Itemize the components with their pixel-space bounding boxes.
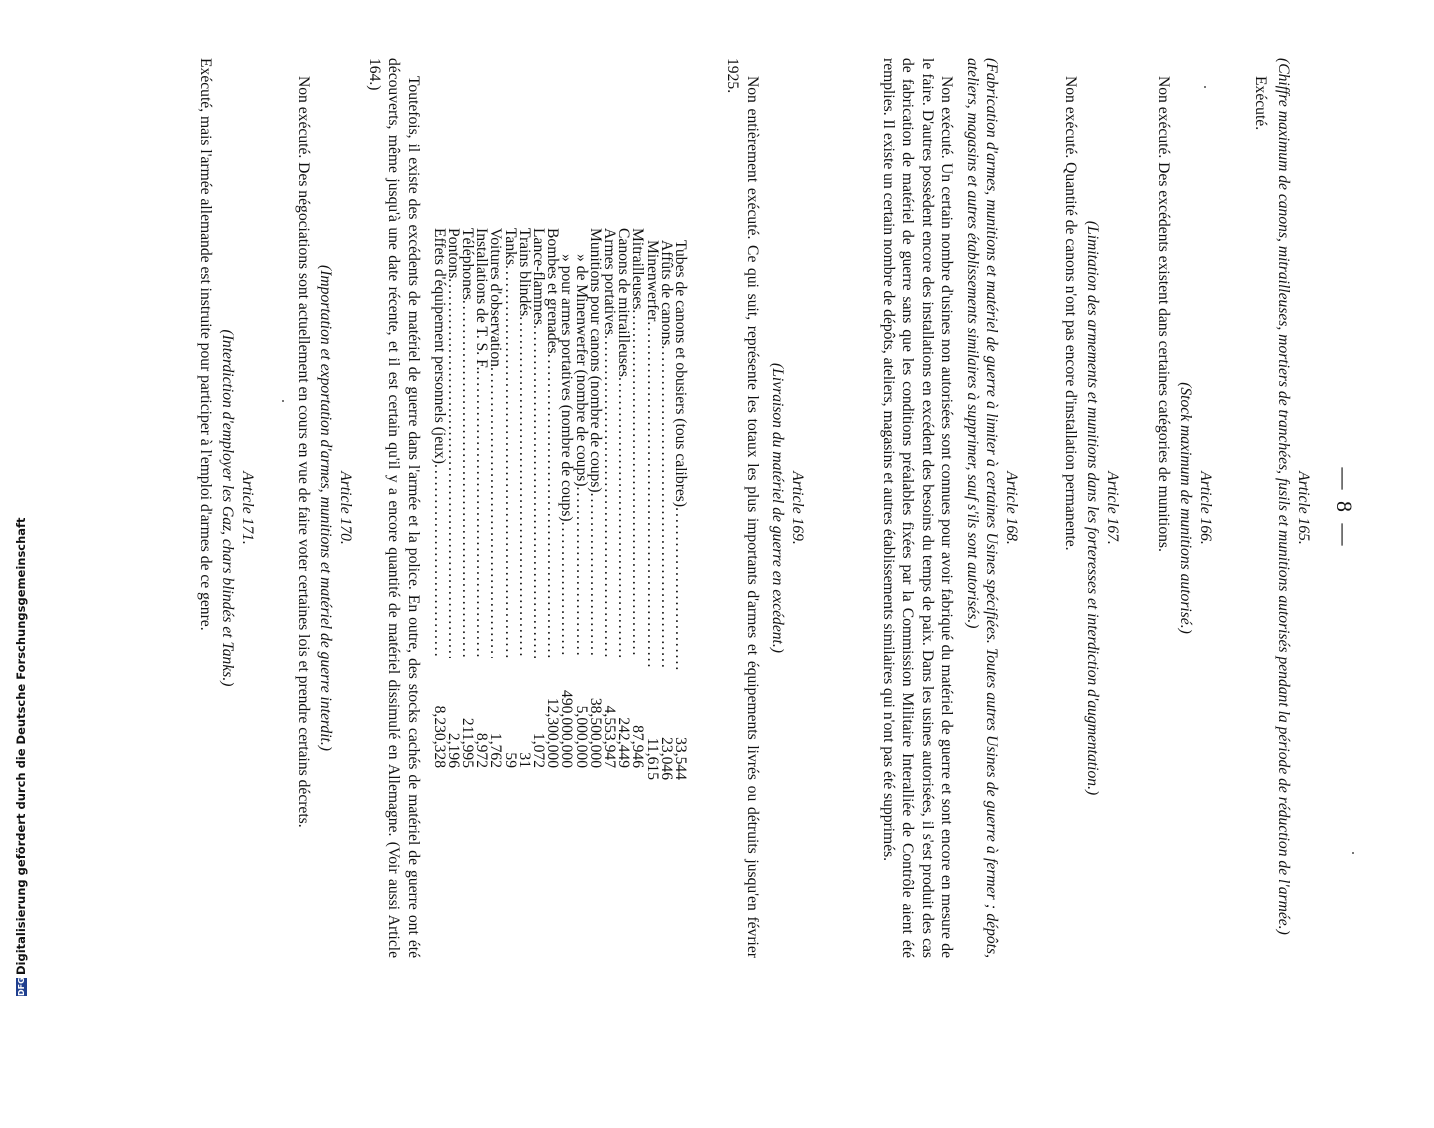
table-row-label: » pour armes portatives (nombre de coups) [558, 254, 576, 522]
table-row [446, 228, 460, 768]
table-row [558, 228, 576, 768]
article-165-text: Exécuté. [1252, 76, 1269, 131]
table-row [487, 228, 505, 768]
table-row-label: Effets d'équipement personnels (jeux) [430, 228, 448, 464]
table-row-value: 1,072 [529, 732, 547, 768]
table-row-label: » de Minenwerfer (nombre de coups) [572, 254, 590, 487]
table-row-label: Munitions pour canons (nombre de coups) [586, 228, 604, 493]
table-row [517, 228, 531, 768]
table-row-label: Installations de T. S. F. [473, 228, 491, 371]
article-167-text: Non exécuté. Quantité de canons n'ont pas encore d'installation permanente. [1062, 76, 1079, 551]
table-row-value: 4,553,947 [600, 705, 618, 768]
table-row [659, 240, 673, 780]
table-row-label: Canons de mitrailleuses [615, 228, 633, 377]
document-page [175, 58, 1375, 958]
table-row-label: Tubes de canons et obusiers (tous calibres) [672, 240, 689, 508]
article-168-text: Non exécuté. Un certain nombre d'usines non autorisées sont connues pour avoir fabriqué du matériel de guerre et sont encore en mesure de le faire. D'autres possèdent encore des installations en excédent des besoins du temps de paix. Dans les usines autorisées, il s'est produit des cas de fabrication de matériel de guerre sans que les conditions préalables fixées par la Commission Militaire Interalliée de Contrôle aient été remplies. Il existe un certain nombre de dépôts, ateliers, magasins et autres établissements similaires qui n'ont pas été supprimés. [880, 58, 956, 958]
table-row-value: 5,000,000 [572, 705, 590, 768]
table-row [602, 228, 616, 768]
table-row-value: 31 [515, 752, 533, 768]
table-row-value: 87,946 [629, 725, 647, 768]
article-166-subtitle: (Stock maximum de munitions autorisé.) [1177, 382, 1195, 634]
article-167-title: Article 167. [1104, 471, 1121, 545]
table-row-label: Tanks [501, 228, 519, 266]
page-number: — 8 — [1332, 467, 1357, 549]
article-166-text: Non exécuté. Des excédents existent dans certaines catégories de munitions. [1155, 76, 1172, 552]
table-row [643, 240, 661, 780]
table-row-value: 59 [501, 752, 519, 768]
table-row [629, 228, 647, 768]
article-171-subtitle: (Interdiction d'employer les Gaz, chars blindés et Tanks.) [219, 329, 237, 687]
scan-speck [282, 400, 284, 402]
table-row [473, 228, 491, 768]
article-169-closing-text: Toutefois, il existe des excédents de matériel de guerre dans l'armée et la police. En outre, des stocks cachés de matériel de guerre ont été découverts, même jusqu'à une date récente, et il est certain qu'il y a encore quantité de matériel dissimulé en Allemagne. (Voir aussi Article 164.) [366, 58, 422, 958]
table-row-value: 211,995 [458, 717, 476, 768]
table-row [430, 228, 448, 768]
table-row-value: 242,449 [615, 717, 633, 768]
article-168-subtitle: (Fabrication d'armes, munitions et matériel de guerre à limiter à certaines Usines spécifiées. Toutes autres Usines de guerre à fermer ; dépôts, ateliers, magasins et autres établissements similaires à supprimer, sauf s'ils sont autorisés.) [964, 58, 1001, 958]
table-row [531, 228, 545, 768]
table-row-label: Mitrailleuses [629, 228, 647, 310]
article-169 [723, 58, 807, 958]
table-row-value: 2,196 [444, 732, 462, 768]
dfg-logo: DFG [16, 977, 26, 996]
table-row-label: Affûts de canons [657, 240, 675, 346]
article-167 [1061, 58, 1123, 958]
article-169-table [431, 228, 687, 1128]
article-169-closing [365, 58, 424, 958]
article-165-subtitle: (Chiffre maximum de canons, mitrailleuses, mortiers de tranchées, fusils et munitions autorisés pendant la période de réduction de l'armée.) [1275, 58, 1293, 935]
table-row [615, 228, 633, 768]
article-165-title: Article 165. [1295, 471, 1312, 545]
table-row-value: 8,972 [473, 732, 491, 768]
digitization-credit [14, 517, 28, 996]
article-171-title: Article 171. [239, 471, 256, 545]
table-row-label: Lance-flammes [529, 228, 547, 325]
article-167-subtitle: (Limitation des armements et munitions dans les forteresses et interdiction d'augmentation.) [1084, 220, 1102, 796]
article-169-subtitle: (Livraison du matériel de guerre en excédent.) [769, 363, 787, 653]
table-row-value: 12,300,000 [544, 697, 562, 768]
digitization-credit-text: Digitalisierung gefördert durch die Deutsche Forschungsgemeinschaft [14, 517, 28, 975]
article-166-title: Article 166. [1197, 471, 1214, 545]
article-166 [1154, 58, 1216, 958]
table-row-value: 11,615 [643, 737, 661, 780]
article-171-text: Exécuté, mais l'armée allemande est instruite pour participer à l'emploi d'armes de ce genre. [197, 58, 214, 631]
article-168 [879, 58, 1022, 958]
table-row [544, 228, 562, 768]
article-170 [294, 58, 356, 958]
table-row-value: 490,000,000 [558, 690, 576, 768]
table-row-value: 1,762 [487, 732, 505, 768]
table-row-label: Pontons [444, 228, 462, 279]
article-169-title: Article 169. [789, 471, 806, 545]
scan-speck [1204, 86, 1206, 88]
table-row-label: Armes portatives [600, 228, 618, 335]
article-170-title: Article 170. [337, 471, 354, 545]
table-row [588, 228, 602, 768]
table-row-label: Trains blindés [515, 228, 533, 317]
table-row-label: Bombes et grenades [544, 228, 562, 354]
article-165 [1251, 58, 1314, 958]
table-row-value: 38,500,000 [586, 697, 604, 768]
table-row-value: 23,046 [657, 737, 675, 780]
table-row [501, 228, 519, 768]
table-row-label: Minenwerfer [643, 240, 661, 322]
article-168-title: Article 168. [1003, 471, 1020, 545]
table-row-label: Voitures d'observation [487, 228, 505, 367]
table-row-value: 8,230,328 [430, 705, 448, 768]
table-row [572, 228, 590, 768]
article-171 [196, 58, 258, 958]
article-169-intro: Non entièrement exécuté. Ce qui suit, représente les totaux les plus importants d'armes et équipements livrés ou détruits jusqu'en février 1925. [724, 58, 761, 958]
table-row [460, 228, 474, 768]
table-row-label: Téléphones [458, 228, 476, 300]
scan-speck [1352, 852, 1354, 854]
article-170-text: Non exécuté. Des négociations sont actuellement en cours en vue de faire voter certaines lois et prendre certains décrets. [295, 76, 312, 828]
article-170-subtitle: (Importation et exportation d'armes, munitions et matériel de guerre interdit.) [317, 265, 335, 751]
table-row-value: 33,544 [672, 737, 689, 780]
table-row [673, 240, 687, 780]
